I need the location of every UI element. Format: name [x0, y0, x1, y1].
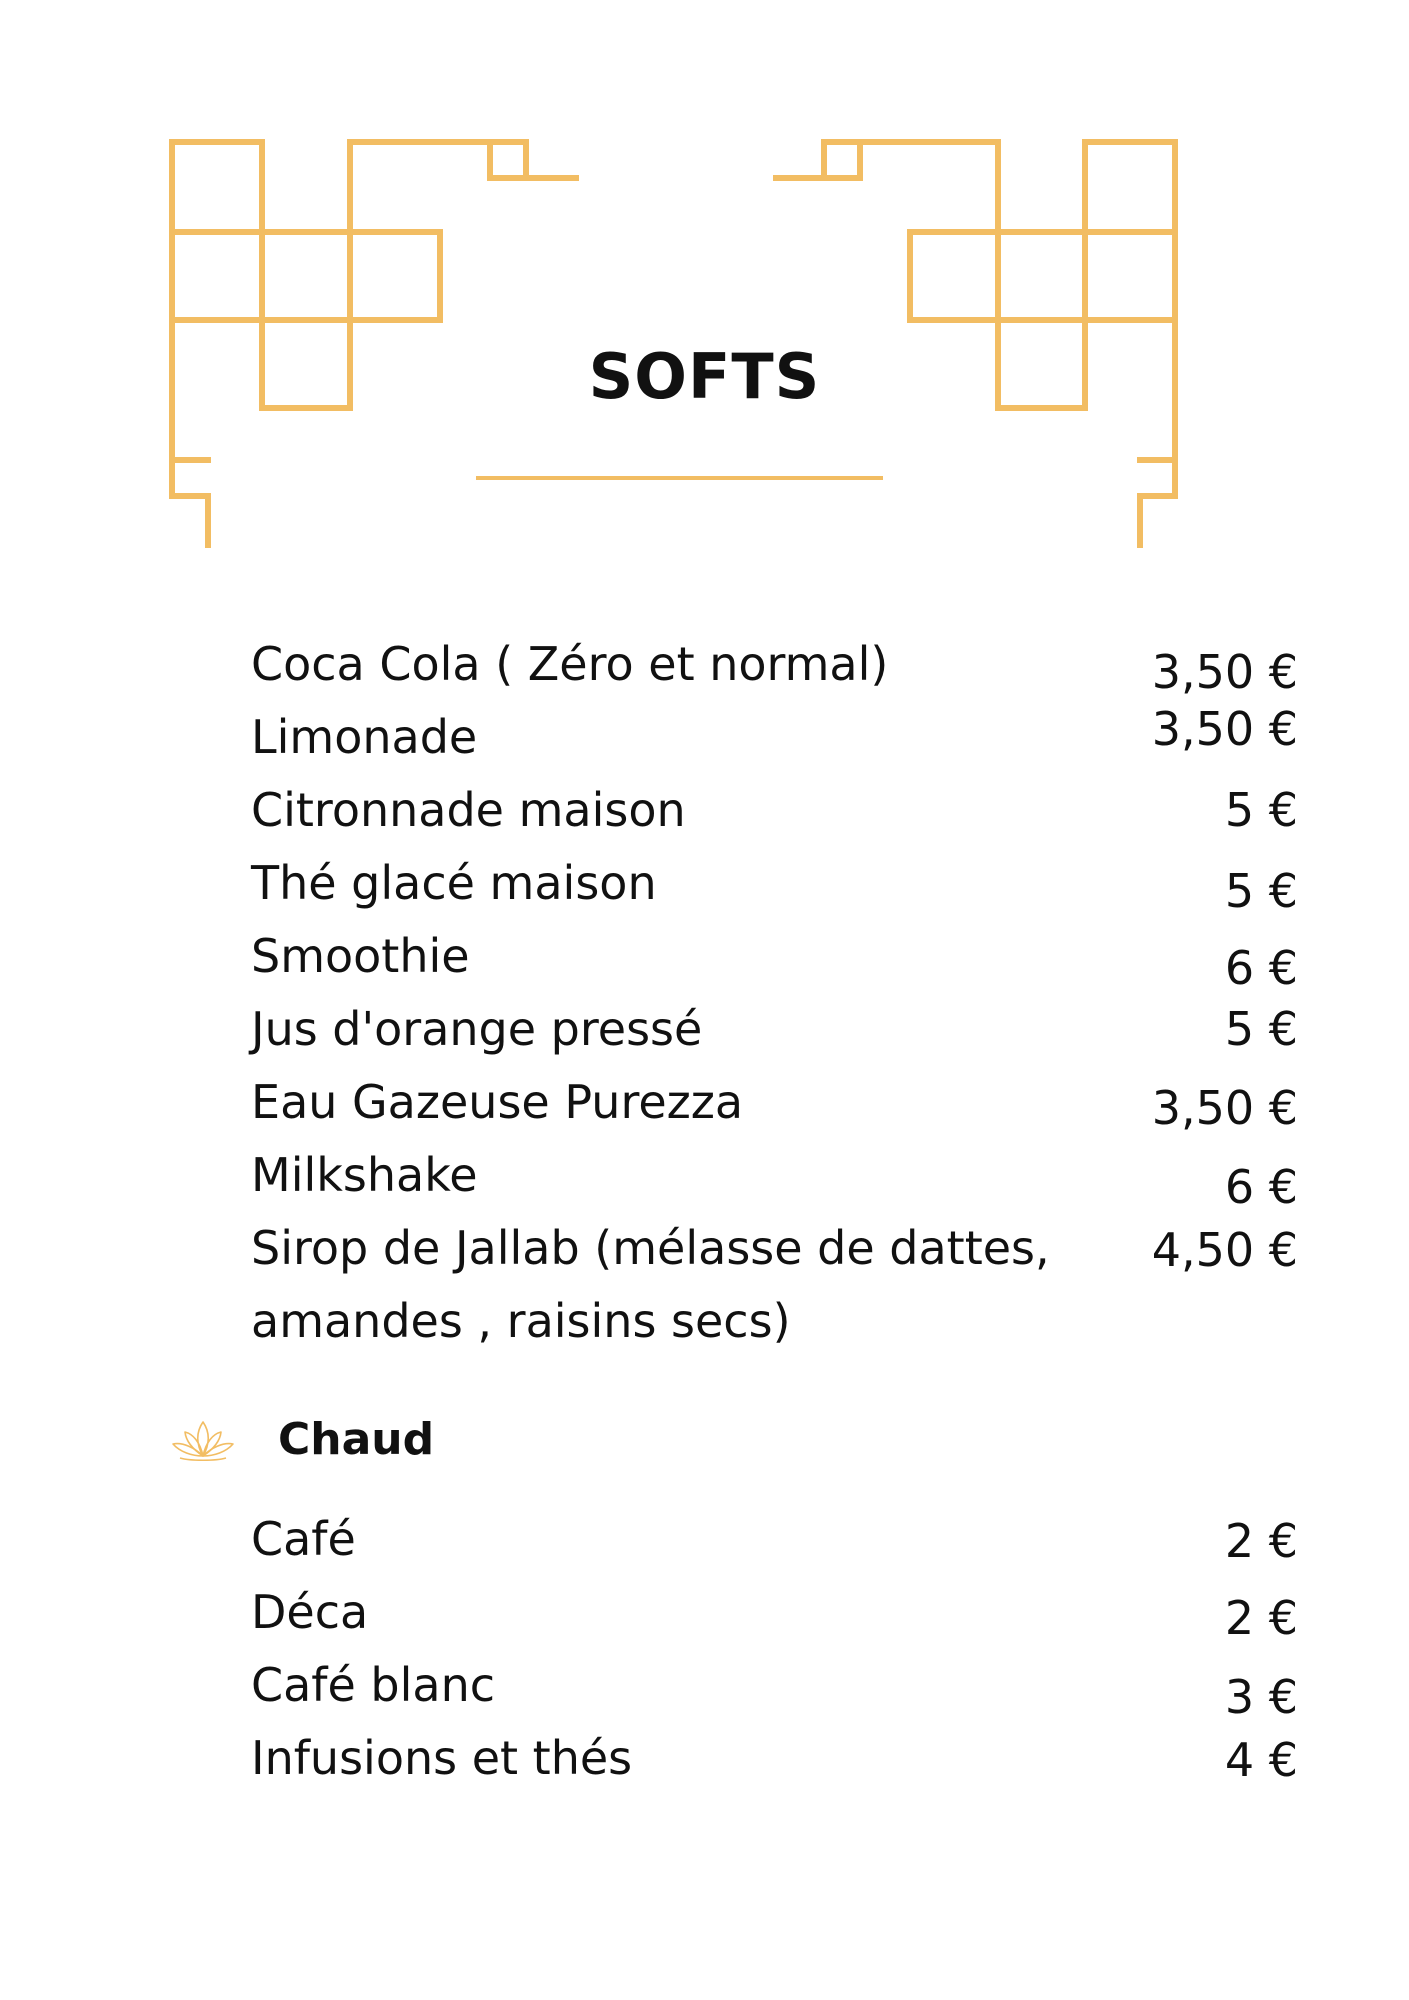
item-price: 4 € [1224, 1733, 1298, 1787]
item-name: Café [251, 1512, 356, 1566]
item-name: Café blanc [251, 1658, 496, 1712]
item-name: Thé glacé maison [251, 856, 657, 910]
item-name: Eau Gazeuse Purezza [251, 1075, 744, 1129]
item-name: Smoothie [251, 929, 470, 983]
item-price: 6 € [1224, 1160, 1298, 1214]
item-price: 3,50 € [1151, 702, 1298, 756]
item-name: Jus d'orange pressé [251, 1002, 703, 1056]
section-label: Chaud [278, 1414, 435, 1465]
item-price: 2 € [1224, 1514, 1298, 1568]
item-price: 3,50 € [1151, 1081, 1298, 1135]
item-name: Citronnade maison [251, 783, 686, 837]
menu-item [251, 920, 1298, 993]
item-price: 3,50 € [1151, 645, 1298, 699]
item-name: Milkshake [251, 1148, 478, 1202]
item-price: 5 € [1224, 864, 1298, 918]
greek-key-ornament [0, 0, 1409, 600]
hot-drinks-menu-list [251, 1503, 1298, 1795]
menu-item [251, 1212, 1298, 1358]
page-title: SOFTS [588, 340, 821, 413]
title-underline [476, 476, 883, 480]
menu-item [251, 774, 1298, 847]
item-price: 5 € [1224, 783, 1298, 837]
menu-item [251, 1503, 1298, 1576]
menu-item [251, 1576, 1298, 1649]
item-price: 6 € [1224, 941, 1298, 995]
section-heading-chaud [170, 1414, 435, 1465]
item-name: Coca Cola ( Zéro et normal) [251, 637, 889, 691]
item-price: 3 € [1224, 1670, 1298, 1724]
menu-item [251, 1066, 1298, 1139]
menu-item [251, 847, 1298, 920]
item-name: Infusions et thés [251, 1731, 633, 1785]
item-name: Déca [251, 1585, 369, 1639]
item-name: Limonade [251, 710, 478, 764]
item-price: 4,50 € [1151, 1223, 1298, 1277]
menu-item [251, 628, 1298, 701]
item-price: 5 € [1224, 1002, 1298, 1056]
softs-menu-list [251, 628, 1298, 1358]
menu-item [251, 1722, 1298, 1795]
lotus-icon [170, 1418, 236, 1462]
menu-item [251, 993, 1298, 1066]
menu-item [251, 1649, 1298, 1722]
item-price: 2 € [1224, 1591, 1298, 1645]
menu-item [251, 1139, 1298, 1212]
menu-item [251, 701, 1298, 774]
item-name: Sirop de Jallab (mélasse de dattes, amandes , raisins secs) [251, 1221, 1050, 1348]
